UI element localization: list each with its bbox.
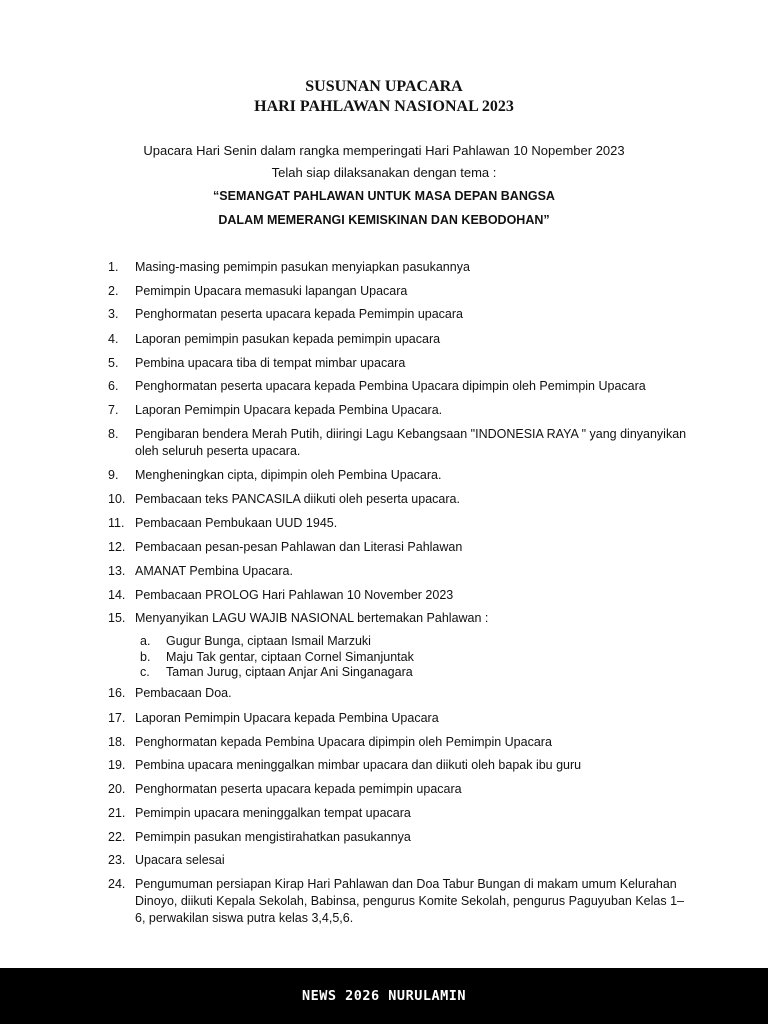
- list-item: [108, 426, 688, 460]
- item-text: Pembina upacara tiba di tempat mimbar upacara: [135, 356, 406, 370]
- document-subtitle: HARI PAHLAWAN NASIONAL 2023: [254, 98, 514, 115]
- item-text: Pengumuman persiapan Kirap Hari Pahlawan dan Doa Tabur Bungan di makam umum Kelurahan Dinoyo, diikuti Kepala Sekolah, Babinsa, pengurus Komite Sekolah, pengurus Paguyuban Kelas 1–6, perwakilan siswa putra kelas 3,4,5,6.: [135, 877, 684, 925]
- list-item: [108, 710, 688, 727]
- item-text: Mengheningkan cipta, dipimpin oleh Pembina Upacara.: [135, 468, 442, 482]
- song-letter: c.: [140, 665, 150, 679]
- list-item: [108, 829, 688, 846]
- song-item: [140, 634, 371, 649]
- item-number: 10.: [108, 492, 126, 506]
- item-text: Penghormatan kepada Pembina Upacara dipimpin oleh Pemimpin Upacara: [135, 735, 552, 749]
- item-number: 7.: [108, 403, 119, 417]
- item-number: 13.: [108, 564, 126, 578]
- list-item: [108, 757, 688, 774]
- item-text: Pembacaan PROLOG Hari Pahlawan 10 November 2023: [135, 588, 454, 602]
- item-text: Pembacaan Pembukaan UUD 1945.: [135, 516, 338, 530]
- item-number: 4.: [108, 332, 119, 346]
- item-text: Laporan Pemimpin Upacara kepada Pembina Upacara: [135, 711, 439, 725]
- item-number: 6.: [108, 379, 119, 393]
- list-item: [108, 734, 688, 751]
- footer-bar: [0, 968, 768, 1024]
- list-item: [108, 491, 688, 508]
- list-item: [108, 283, 688, 300]
- item-number: 16.: [108, 686, 126, 700]
- item-text: Masing-masing pemimpin pasukan menyiapkan pasukannya: [135, 260, 470, 274]
- item-number: 9.: [108, 468, 119, 482]
- item-text: AMANAT Pembina Upacara.: [135, 564, 293, 578]
- item-text: Pembacaan teks PANCASILA diikuti oleh peserta upacara.: [135, 492, 460, 506]
- item-text: Pemimpin upacara meninggalkan tempat upacara: [135, 806, 411, 820]
- list-item: [108, 781, 688, 798]
- song-text: Gugur Bunga, ciptaan Ismail Marzuki: [166, 634, 371, 648]
- song-letter: b.: [140, 650, 151, 664]
- item-number: 20.: [108, 782, 126, 796]
- item-number: 18.: [108, 735, 126, 749]
- document-title: SUSUNAN UPACARA: [305, 78, 463, 95]
- list-item: [108, 539, 688, 556]
- item-number: 14.: [108, 588, 126, 602]
- item-text: Laporan pemimpin pasukan kepada pemimpin upacara: [135, 332, 441, 346]
- item-text: Pembacaan Doa.: [135, 686, 232, 700]
- intro-line: Telah siap dilaksanakan dengan tema :: [271, 165, 497, 180]
- item-number: 5.: [108, 356, 119, 370]
- item-text: Laporan Pemimpin Upacara kepada Pembina Upacara.: [135, 403, 443, 417]
- item-number: 21.: [108, 806, 126, 820]
- item-text: Penghormatan peserta upacara kepada pemimpin upacara: [135, 782, 462, 796]
- theme-line: “SEMANGAT PAHLAWAN UNTUK MASA DEPAN BANGSA: [213, 189, 555, 203]
- intro-line: Upacara Hari Senin dalam rangka memperingati Hari Pahlawan 10 Nopember 2023: [143, 143, 625, 158]
- item-number: 1.: [108, 260, 119, 274]
- item-number: 15.: [108, 611, 126, 625]
- item-number: 17.: [108, 711, 126, 725]
- list-item: [108, 467, 688, 484]
- item-text: Pengibaran bendera Merah Putih, diiringi Lagu Kebangsaan "INDONESIA RAYA " yang dinyanyikan oleh seluruh peserta upacara.: [135, 427, 687, 458]
- list-item: [108, 563, 688, 580]
- list-item: [108, 306, 688, 323]
- list-item: [108, 355, 688, 372]
- item-number: 22.: [108, 830, 126, 844]
- song-item: [140, 650, 414, 665]
- item-text: Pemimpin pasukan mengistirahatkan pasukannya: [135, 830, 411, 844]
- song-item: [140, 665, 413, 680]
- item-text: Penghormatan peserta upacara kepada Pemimpin upacara: [135, 307, 463, 321]
- item-text: Pemimpin Upacara memasuki lapangan Upacara: [135, 284, 408, 298]
- item-number: 3.: [108, 307, 119, 321]
- song-text: Taman Jurug, ciptaan Anjar Ani Singanagara: [166, 665, 413, 679]
- item-number: 23.: [108, 853, 126, 867]
- list-item: [108, 685, 688, 702]
- list-item: [108, 852, 688, 869]
- song-letter: a.: [140, 634, 151, 648]
- list-item: [108, 587, 688, 604]
- list-item: [108, 515, 688, 532]
- list-item: [108, 378, 688, 395]
- item-text: Pembacaan pesan-pesan Pahlawan dan Literasi Pahlawan: [135, 540, 463, 554]
- item-number: 24.: [108, 877, 126, 891]
- footer-credit: NEWS 2026 NURULAMIN: [302, 988, 466, 1004]
- list-item: [108, 259, 688, 276]
- list-item: [108, 805, 688, 822]
- item-number: 11.: [108, 516, 125, 530]
- item-number: 12.: [108, 540, 126, 554]
- item-text: Upacara selesai: [135, 853, 225, 867]
- item-text: Pembina upacara meninggalkan mimbar upacara dan diikuti oleh bapak ibu guru: [135, 758, 582, 772]
- list-item: [108, 402, 688, 419]
- list-item: [108, 610, 688, 627]
- item-number: 19.: [108, 758, 126, 772]
- item-number: 2.: [108, 284, 119, 298]
- theme-line: DALAM MEMERANGI KEMISKINAN DAN KEBODOHAN”: [218, 213, 550, 227]
- list-item: [108, 876, 688, 927]
- item-text: Menyanyikan LAGU WAJIB NASIONAL bertemakan Pahlawan :: [135, 611, 489, 625]
- item-number: 8.: [108, 427, 119, 441]
- item-text: Penghormatan peserta upacara kepada Pembina Upacara dipimpin oleh Pemimpin Upacara: [135, 379, 646, 393]
- song-text: Maju Tak gentar, ciptaan Cornel Simanjuntak: [166, 650, 414, 664]
- list-item: [108, 331, 688, 348]
